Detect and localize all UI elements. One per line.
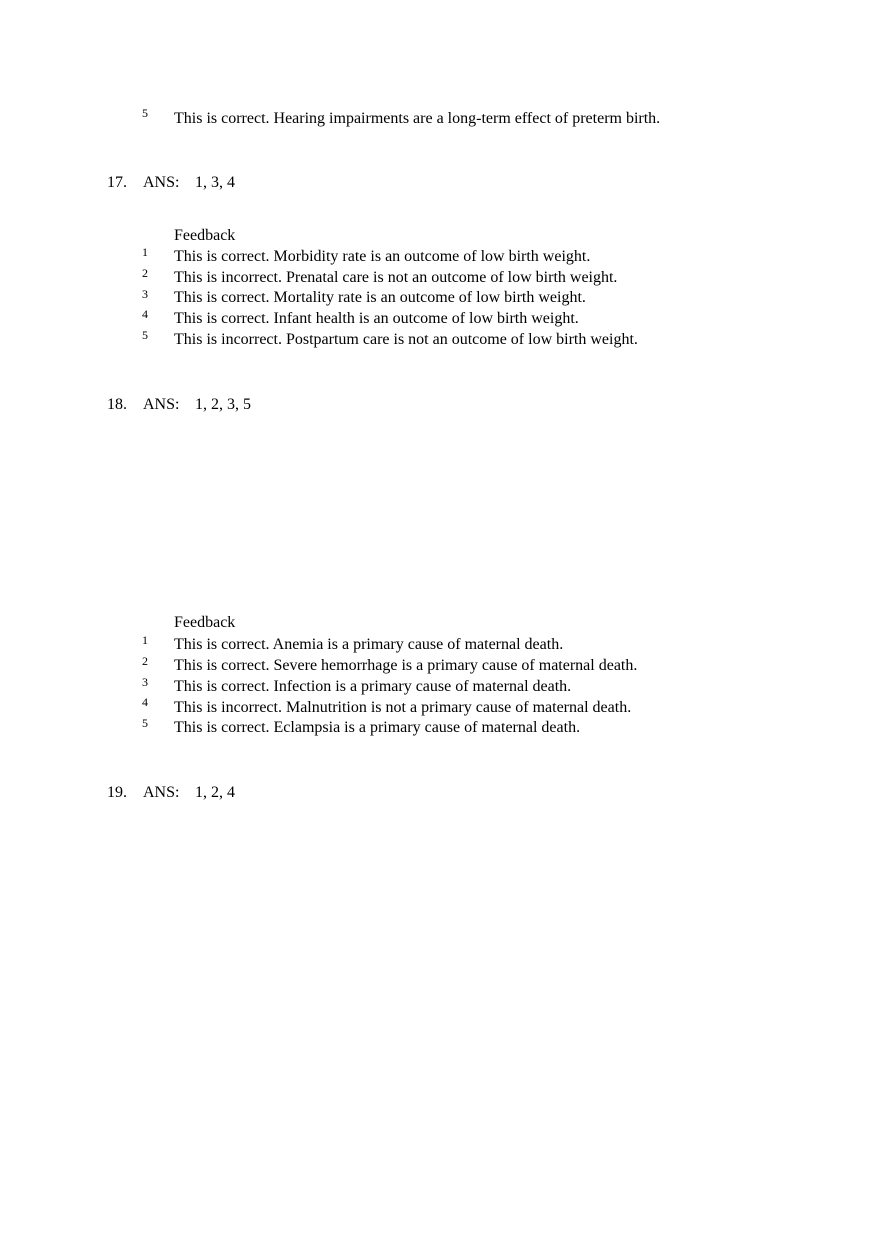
feedback-item-number: 3 (142, 675, 148, 689)
question-number: 17. (107, 174, 127, 191)
ans-value: 1, 2, 4 (195, 784, 235, 801)
feedback-item-text: This is correct. Eclampsia is a primary cause of maternal death. (174, 719, 581, 736)
feedback-item-number: 5 (142, 328, 148, 342)
feedback-item-number: 5 (142, 106, 148, 120)
feedback-item-number: 1 (142, 633, 148, 647)
feedback-item-number: 2 (142, 654, 148, 668)
feedback-item-number: 2 (142, 266, 148, 280)
ans-value: 1, 3, 4 (195, 174, 235, 191)
feedback-item-text: This is correct. Morbidity rate is an outcome of low birth weight. (174, 248, 591, 265)
feedback-item-number: 4 (142, 307, 148, 321)
feedback-item-number: 1 (142, 245, 148, 259)
ans-label: ANS: (143, 174, 180, 191)
question-number: 19. (107, 784, 127, 801)
feedback-item-text: This is correct. Anemia is a primary cause of maternal death. (174, 636, 564, 653)
ans-value: 1, 2, 3, 5 (195, 396, 251, 413)
feedback-item-text: This is incorrect. Postpartum care is not an outcome of low birth weight. (174, 331, 638, 348)
feedback-item-text: This is incorrect. Malnutrition is not a primary cause of maternal death. (174, 699, 632, 716)
feedback-item-text: This is correct. Infection is a primary cause of maternal death. (174, 678, 572, 695)
feedback-item-number: 4 (142, 695, 148, 709)
feedback-heading: Feedback (174, 227, 236, 244)
feedback-item-number: 5 (142, 716, 148, 730)
ans-label: ANS: (143, 396, 180, 413)
feedback-heading: Feedback (174, 614, 236, 631)
feedback-item-text: This is correct. Mortality rate is an outcome of low birth weight. (174, 289, 586, 306)
ans-label: ANS: (143, 784, 180, 801)
feedback-item-number: 3 (142, 287, 148, 301)
question-number: 18. (107, 396, 127, 413)
feedback-item-text: This is correct. Hearing impairments are a long-term effect of preterm birth. (174, 110, 661, 127)
feedback-item-text: This is incorrect. Prenatal care is not an outcome of low birth weight. (174, 269, 618, 286)
feedback-item-text: This is correct. Infant health is an outcome of low birth weight. (174, 310, 579, 327)
feedback-item-text: This is correct. Severe hemorrhage is a primary cause of maternal death. (174, 657, 638, 674)
